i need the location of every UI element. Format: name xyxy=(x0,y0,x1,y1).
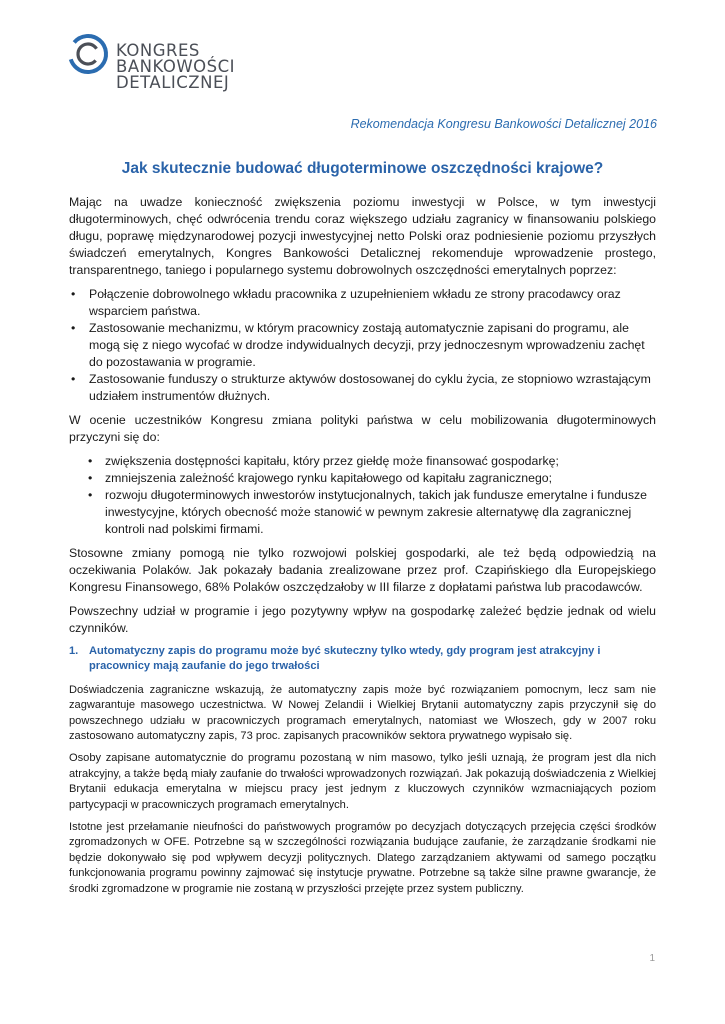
list-item xyxy=(69,470,656,487)
section-heading-text: Automatyczny zapis do programu może być skuteczny tylko wtedy, gdy program jest atrakcyjny i pracownicy mają zaufanie do jego trwałości xyxy=(89,645,601,673)
list-item xyxy=(69,371,656,405)
main-content xyxy=(69,194,656,904)
list-item-text: Połączenie dobrowolnego wkładu pracownika z uzupełnieniem wkładu ze strony pracodawcy oraz wsparciem państwa. xyxy=(89,287,621,318)
list-item-text: Zastosowanie mechanizmu, w którym pracownicy zostają automatycznie zapisani do programu, ale mogą się z niego wycofać w drodze indywidualnych decyzji, przy jednoczesnym wprowadzeniu zachęt do pozostawania w programie. xyxy=(89,321,645,369)
logo-wordmark xyxy=(116,43,235,91)
bullet-icon: • xyxy=(88,488,93,502)
list-item xyxy=(69,487,656,538)
logo-line-3: DETALICZNEJ xyxy=(116,73,230,92)
survey-paragraph: Stosowne zmiany pomogą nie tylko rozwojowi polskiej gospodarki, ale też będą odpowiedzią na oczekiwania Polaków. Jak pokazały badania zrealizowane przez prof. Czapińskiego dla Europejskiego Kongresu Finansowego, 68% Polaków oszczędzałoby w III filarze z dopłatami państwa lub pracodawców. xyxy=(69,546,656,594)
list-item xyxy=(69,453,656,470)
list-item xyxy=(69,320,656,371)
list-item-text: Zastosowanie funduszy o strukturze aktywów dostosowanej do cyklu życia, ze stopniowo wzrastającym udziałem instrumentów dłużnych. xyxy=(89,372,651,403)
list-item xyxy=(69,286,656,320)
section-number: 1. xyxy=(69,645,79,657)
logo-ring-icon xyxy=(66,32,110,76)
intro-paragraph: Mając na uwadze konieczność zwiększenia poziomu inwestycji w Polsce, w tym inwestycji długoterminowych, chęć odwrócenia trendu coraz większego udziału zagranicy w finansowaniu polskiego długu, poprawę międzynarodowej pozycji inwestycyjnej netto Polski oraz podniesienie poziomu przyszłych świadczeń emerytalnych, Kongres Bankowości Detalicznej rekomenduje wprowadzenie prostego, transparentnego, taniego i popularnego systemu dobrowolnych oszczędności emerytalnych poprzez: xyxy=(69,195,656,277)
effects-paragraph: W ocenie uczestników Kongresu zmiana polityki państwa w celu mobilizowania długoterminowych przyczyni się do: xyxy=(69,413,656,444)
list-item-text: rozwoju długoterminowych inwestorów instytucjonalnych, takich jak fundusze emerytalne i fundusze inwestycyjne, których obecność może stanowić w pewnym zakresie alternatywę dla zagranicznej kontroli nad polskimi firmami. xyxy=(105,488,648,536)
section-1-heading xyxy=(69,644,656,675)
document-title: Jak skutecznie budować długoterminowe oszczędności krajowe? xyxy=(121,160,604,177)
bullet-icon: • xyxy=(88,471,93,485)
bullet-icon: • xyxy=(71,287,76,301)
bullet-icon: • xyxy=(71,321,76,335)
section-paragraph: Osoby zapisane automatycznie do programu pozostaną w nim masowo, tylko jeśli uznają, że program jest dla nich atrakcyjny, a także będą miały zaufanie do trwałości wprowadzonych rozwiązań. Jak pokazują doświadczenia z Wielkiej Brytanii edukacja emerytalna w miejscu pracy jest jednym z kluczowych czynników wzmacniających poziom partycypacji w pracowniczych programach emerytalnych. xyxy=(69,752,656,811)
logo xyxy=(66,32,246,112)
page-number: 1 xyxy=(649,953,655,964)
logo-line-2: BANKOWOŚCI xyxy=(116,57,236,76)
bullet-icon: • xyxy=(71,372,76,386)
section-1-body xyxy=(69,683,656,897)
list-item-text: zmniejszenia zależność krajowego rynku kapitałowego od kapitału zagranicznego; xyxy=(105,471,553,485)
list-item-text: zwiększenia dostępności kapitału, który przez giełdę może finansować gospodarkę; xyxy=(105,454,559,468)
logo-line-1: KONGRES xyxy=(116,41,200,60)
section-paragraph: Istotne jest przełamanie nieufności do państwowych programów po decyzjach dotyczących przejęcia części środków zgromadzonych w OFE. Potrzebne są w szczególności rozwiązania budujące zaufanie, że zarządzanie środkami nie będzie dokonywało się pod wpływem decyzji politycznych. Dlatego zarządzaniem aktywami od samego początku funkcjonowania programu powinny zajmować się instytucje prywatne. Potrzebne są także silne prawne gwarancje, że środki zgromadzone w programie nie zostaną w przyszłości przejęte przez system publiczny. xyxy=(69,821,656,895)
factors-paragraph: Powszechny udział w programie i jego pozytywny wpływ na gospodarkę zależeć będzie jednak od wielu czynników. xyxy=(69,604,656,635)
effects-list xyxy=(69,453,656,538)
recommendations-list xyxy=(69,286,656,405)
document-subtitle: Rekomendacja Kongresu Bankowości Detalicznej 2016 xyxy=(350,117,657,131)
bullet-icon: • xyxy=(88,454,93,468)
section-paragraph: Doświadczenia zagraniczne wskazują, że automatyczny zapis może być rozwiązaniem pomocnym, lecz sam nie zagwarantuje masowego uczestnictwa. W Nowej Zelandii i Wielkiej Brytanii automatyczny zapis przyczynił się do powszechnego udziału w pracowniczych programach emerytalnych, natomiast we Włoszech, gdy w 2007 roku zastosowano automatyczny zapis, 73 proc. zapisanych pracowników sektora prywatnego wypisało się. xyxy=(69,683,656,743)
